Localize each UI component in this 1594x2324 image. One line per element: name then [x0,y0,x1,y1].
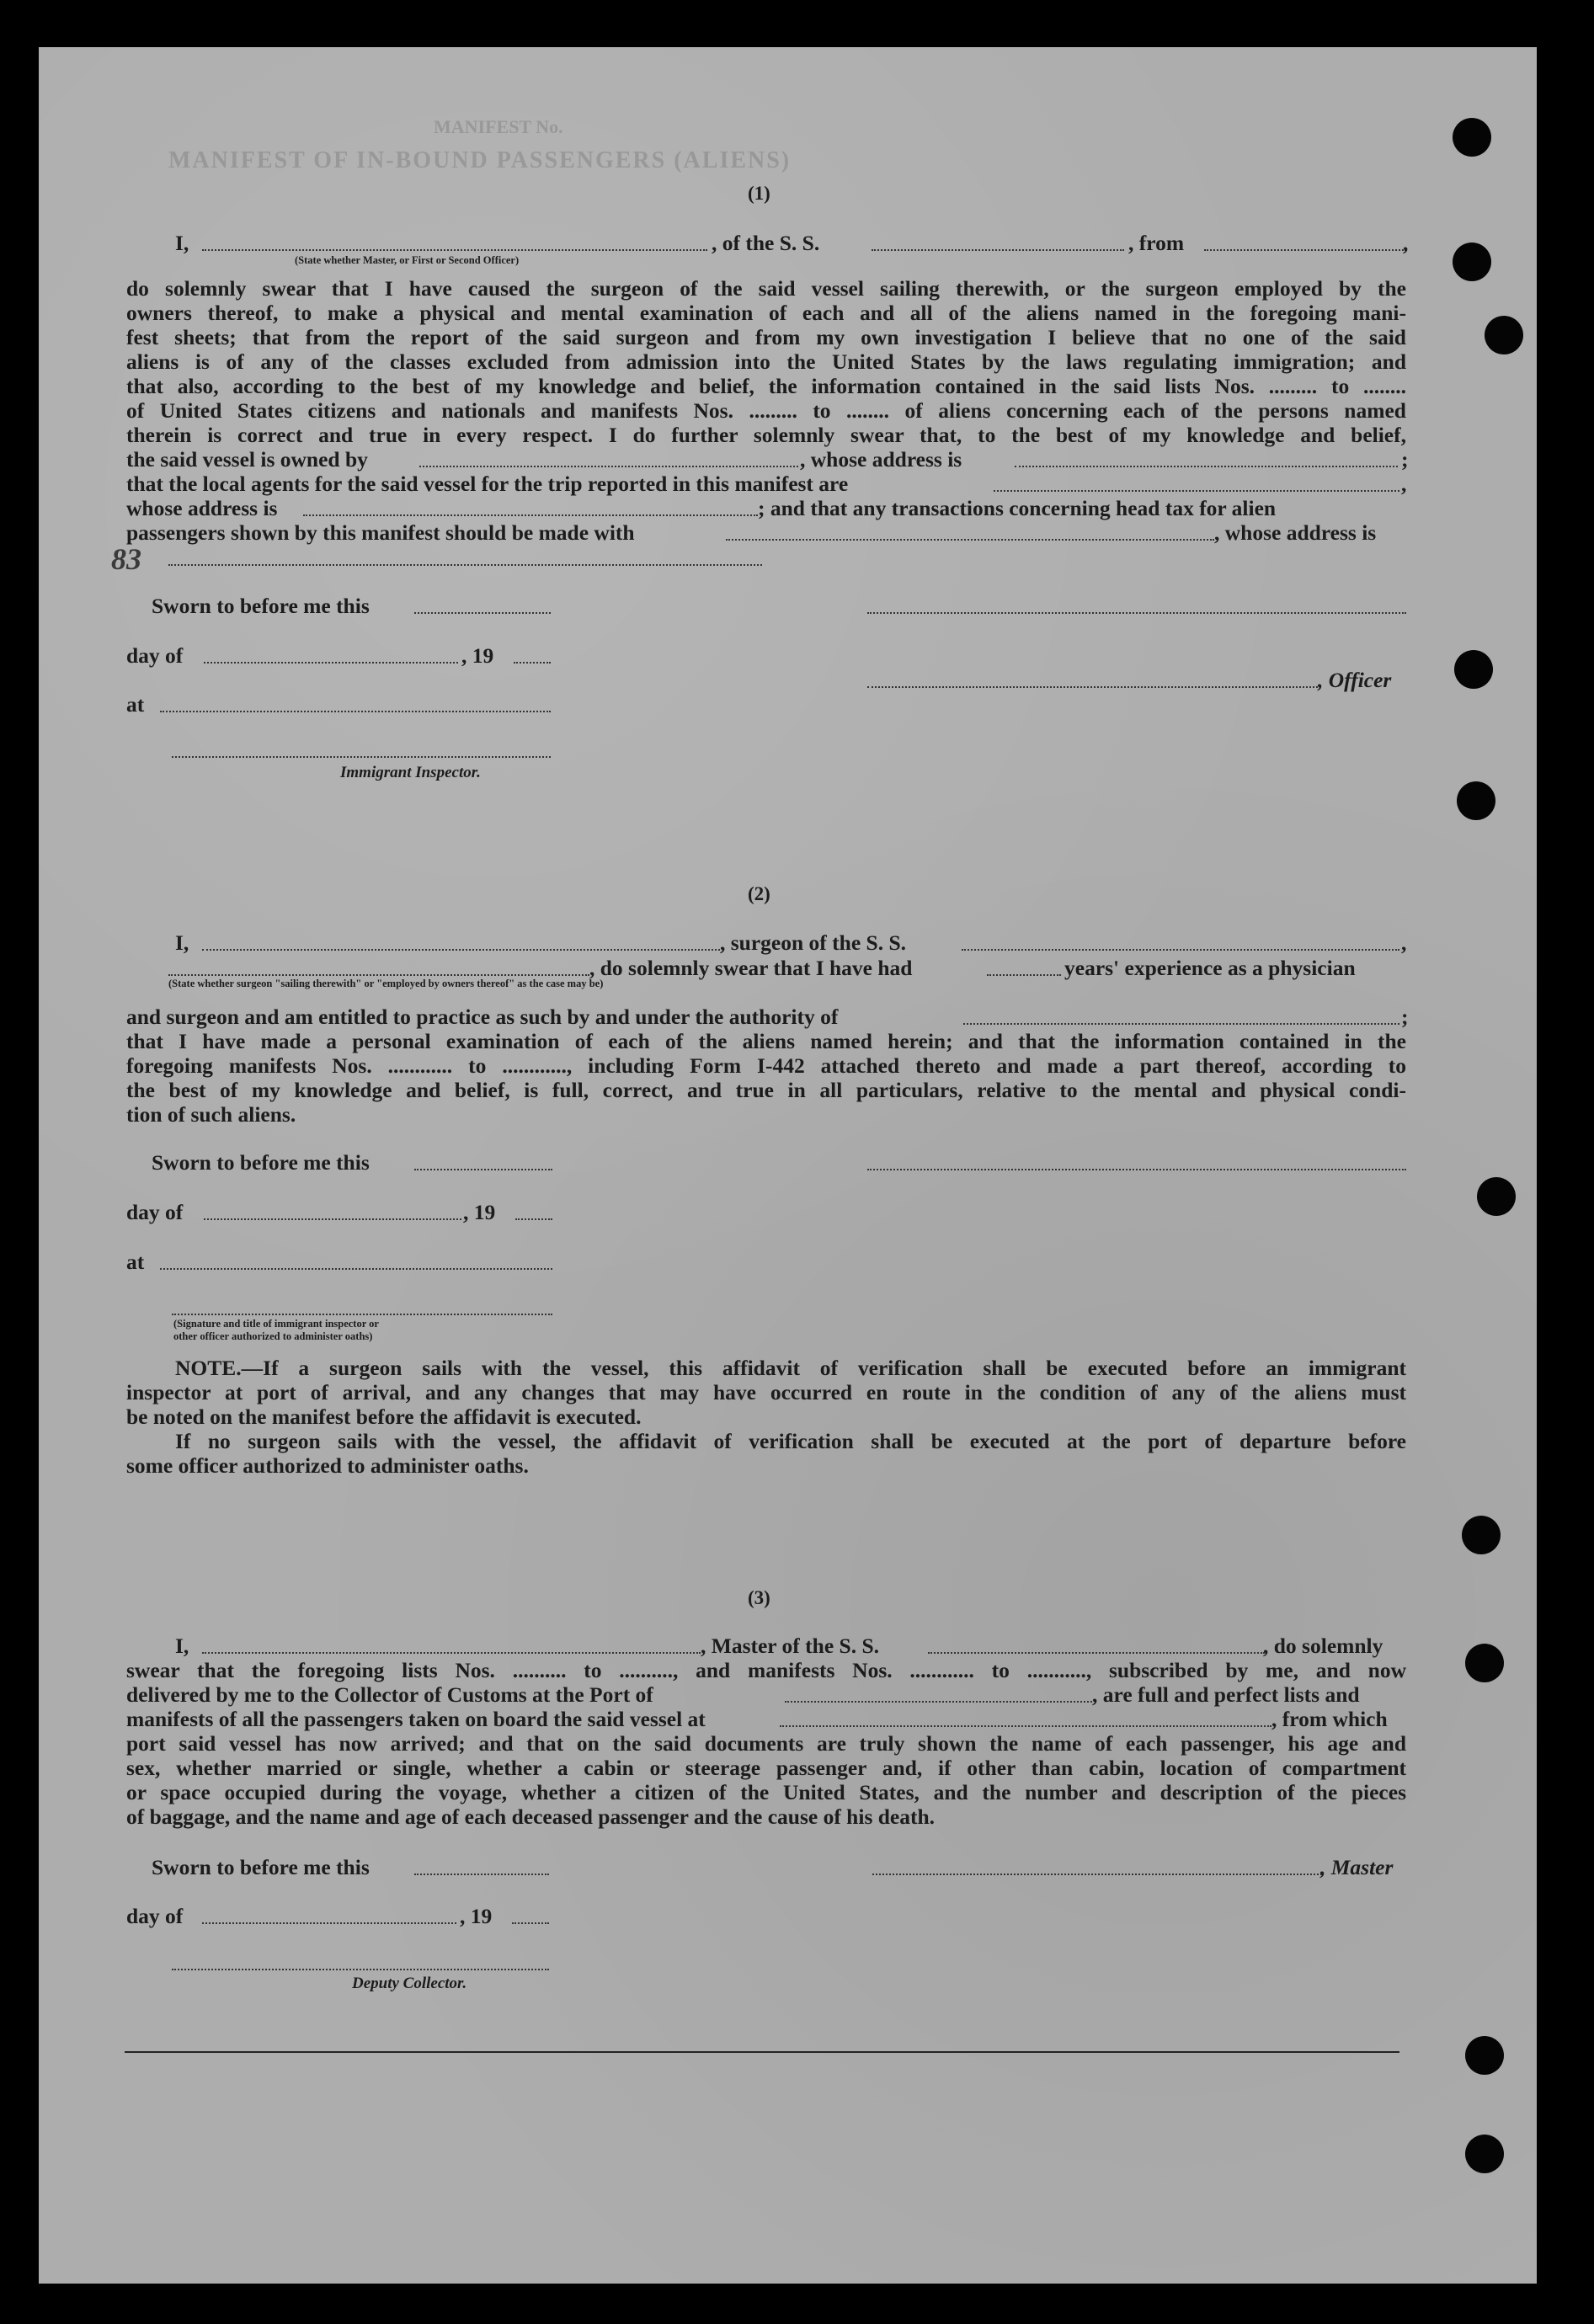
s2-note-line: some officer authorized to administer oaths. [126,1453,529,1478]
s2-sig-note-1: (Signature and title of immigrant inspector or [173,1318,379,1330]
s1-of-ss: , of the S. S. [712,231,820,255]
s3-collector-sig-blank [172,1969,549,1970]
s1-officer-text: , Officer [1318,668,1392,692]
s2-authority-blank [963,1023,1399,1025]
s1-agents-blank [994,490,1399,492]
s3-para-line: of baggage, and the name and age of each deceased passenger and the cause of his death. [126,1804,936,1829]
s3-year: , 19 [460,1904,493,1928]
s1-agents-address-blank [303,514,758,516]
s2-authority-semicolon: ; [1401,1005,1409,1029]
s1-ship-blank [872,249,1124,251]
s1-from-blank [1204,249,1406,251]
punch-hole [1465,1644,1504,1682]
s2-at-blank [160,1268,552,1270]
s2-note-line: be noted on the manifest before the affidavit is executed. [126,1405,642,1429]
punch-hole [1465,2036,1504,2075]
s1-officer-sig-blank-2 [867,686,1318,688]
s3-year-blank [512,1922,549,1924]
s1-address-blank-final [168,564,762,566]
s2-para-line: foregoing manifests Nos. ............ to ............, including Form I-442 attached thereto and made a part thereof, according to [126,1053,1406,1078]
bottom-rule [125,2051,1399,2053]
s2-surgeon-name-blank [202,949,720,951]
s3-para-line: or space occupied during the voyage, whether a citizen of the United States, and the number and description of the pieces [126,1780,1406,1804]
s1-para-line: fest sheets; that from the report of the said surgeon and from my own investigation I believe that no one of the said [126,325,1406,349]
s3-para-line: sex, whether married or single, whether a cabin or steerage passenger and, if other than cabin, location of compartment [126,1756,1406,1780]
section-1-number: (1) [748,183,770,204]
s1-para-line: do solemnly swear that I have caused the surgeon of the said vessel sailing therewith, or the surgeon employed by the [126,276,1406,301]
s2-year-blank [515,1218,552,1220]
s1-whose-address-2: whose address is [126,496,278,520]
s3-delivered: delivered by me to the Collector of Customs at the Port of [126,1682,653,1707]
s2-note-line: inspector at port of arrival, and any changes that may have occurred en route in the condition of any of the aliens must [126,1380,1406,1405]
punch-hole [1453,243,1491,281]
s2-sailing-blank [168,974,589,976]
s2-day-blank [204,1218,461,1220]
s1-para-line: that also, according to the best of my knowledge and belief, the information contained in the said lists Nos. ......... to ........ [126,374,1406,398]
s3-master-text: , Master [1320,1855,1394,1879]
s1-officer-note: (State whether Master, or First or Second Officer) [295,254,520,266]
section-2-number: (2) [748,883,770,904]
s2-surgeon-note: (State whether surgeon "sailing therewith" or "employed by owners thereof" as the case may be) [168,978,604,989]
s1-para-line: aliens is of any of the classes excluded from admission into the United States by the laws regulating immigration; and [126,349,1406,374]
s1-agents-comma: , [1401,472,1407,496]
s2-years-blank [987,974,1061,976]
s1-year-blank [514,662,551,664]
s1-whose-address: , whose address is [800,447,962,472]
section-3-number: (3) [748,1587,770,1608]
ghost-title: MANIFEST OF IN-BOUND PASSENGERS (ALIENS) [168,147,792,173]
s3-para-line: port said vessel has now arrived; and that on the said documents are truly shown the name of each passenger, his age and [126,1731,1406,1756]
s1-day-blank [204,662,458,664]
s2-note-label: NOTE. [175,1356,242,1380]
s1-officer-sig-blank-1 [867,612,1406,614]
s1-day-of: day of [126,643,184,668]
s3-ship-blank [928,1652,1265,1654]
s1-inspector-sig-blank [172,756,551,758]
s3-master-of-ss: , Master of the S. S. [701,1634,880,1658]
s2-surgeon-of-ss: , surgeon of the S. S. [720,930,907,955]
s1-sworn-label: Sworn to before me this [152,594,370,618]
s1-passengers-shown: passengers shown by this manifest should be made with [126,520,635,545]
s3-port-departure-blank [780,1725,1271,1727]
s3-manifests-of: manifests of all the passengers taken on board the said vessel at [126,1707,706,1731]
s2-note-text: —If a surgeon sails with the vessel, this affidavit of verification shall be executed before an immigrant [241,1356,1406,1380]
s1-officer-name-blank [202,249,707,251]
s2-para-line: that I have made a personal examination of each of the aliens named herein; and that the information contained in the [126,1029,1406,1053]
s2-sig-note-2: other officer authorized to administer oaths) [173,1330,373,1342]
s2-surgeon-sig-blank [867,1169,1406,1170]
s1-semicolon: ; [1401,447,1409,472]
s3-master-name-blank [202,1652,701,1654]
s1-local-agents: that the local agents for the said vessel for the trip reported in this manifest are [126,472,849,496]
s3-master-sig-blank [872,1874,1322,1875]
s2-authority: and surgeon and am entitled to practice as such by and under the authority of [126,1005,839,1029]
s2-i: I, [175,930,189,955]
s2-years-experience: years' experience as a physician [1064,956,1356,980]
s2-note-line [175,1357,1406,1379]
s3-port-blank [785,1701,1092,1703]
s1-head-tax-blank [726,539,1214,541]
s3-i: I, [175,1634,189,1658]
s3-from-which: , from which [1271,1707,1388,1731]
s1-owner-blank [419,466,798,467]
s1-at: at [126,692,145,717]
punch-hole [1453,118,1491,157]
s2-year: , 19 [463,1200,496,1224]
s1-year: , 19 [461,643,494,668]
s2-solemnly-swear: , do solemnly swear that I have had [589,956,913,980]
s2-at: at [126,1250,145,1274]
ghost-manifest-no: MANIFEST No. [434,116,563,137]
s1-head-tax: ; and that any transactions concerning head tax for alien [758,496,1277,520]
s3-para-line: swear that the foregoing lists Nos. .......... to .........., and manifests Nos. ............ to ..........., subscribed by me, and now [126,1658,1406,1682]
s1-owner-address-blank [1015,466,1398,467]
s1-officer-label [1318,669,1391,691]
s1-para-line: owners thereof, to make a physical and mental examination of each and all of the aliens named in the foregoing mani- [126,301,1406,325]
s3-collector-label: Deputy Collector. [352,1975,467,1992]
punch-hole [1485,316,1523,354]
s2-para-line: the best of my knowledge and belief, is full, correct, and true in all particulars, relative to the mental and physical condi- [126,1078,1406,1102]
punch-hole [1454,650,1493,689]
s1-from: , from [1128,231,1185,255]
s3-day-of: day of [126,1904,184,1928]
s1-para-line: of United States citizens and nationals and manifests Nos. ......... to ........ of aliens concerning each of the persons named [126,398,1406,423]
s3-full-perfect: , are full and perfect lists and [1092,1682,1360,1707]
s1-at-blank [160,711,551,712]
s3-master-label [1320,1857,1393,1879]
s2-para-line: tion of such aliens. [126,1102,296,1127]
s1-handwritten-mark: 83 [111,542,141,576]
punch-hole [1465,2135,1504,2173]
punch-hole [1462,1516,1501,1554]
s1-comma: , [1403,231,1409,255]
s2-inspector-sig-blank [172,1314,552,1315]
s1-i: I, [175,231,189,255]
s2-day-of: day of [126,1200,184,1224]
punch-hole [1457,781,1495,820]
punch-hole [1477,1177,1516,1216]
s3-sworn-blank [414,1874,549,1875]
s3-day-blank [202,1922,456,1924]
s3-do-solemnly: , do solemnly [1263,1634,1383,1658]
s1-sworn-blank [414,612,551,614]
s2-sworn-blank [414,1169,552,1170]
s2-comma: , [1401,930,1407,955]
s1-whose-address-3: , whose address is [1214,520,1377,545]
s2-note-line: If no surgeon sails with the vessel, the affidavit of verification shall be executed at the port of departure before [175,1429,1406,1453]
s1-para-line: therein is correct and true in every respect. I do further solemnly swear that, to the best of my knowledge and belief, [126,423,1406,447]
s1-owned-by: the said vessel is owned by [126,447,368,472]
s1-inspector-label: Immigrant Inspector. [340,764,481,781]
s2-sworn-label: Sworn to before me this [152,1150,370,1175]
s3-sworn-label: Sworn to before me this [152,1855,370,1879]
s2-ship-blank [962,949,1399,951]
